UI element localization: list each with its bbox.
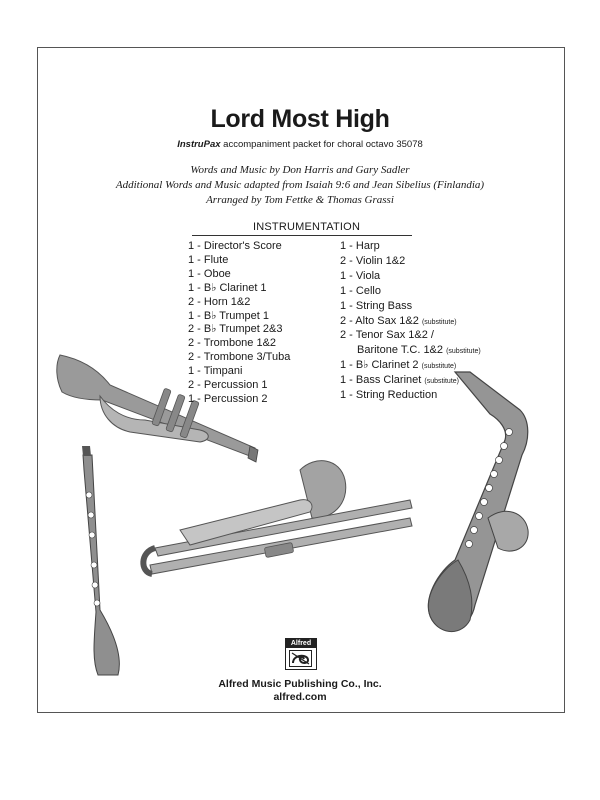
instrument-item: 1 - Bass Clarinet (substitute) xyxy=(340,374,459,387)
instrument-item: 1 - Flute xyxy=(188,253,229,266)
saxophone-icon xyxy=(428,372,528,632)
publisher-name: Alfred Music Publishing Co., Inc. xyxy=(218,678,382,690)
instrument-item: 1 - B♭ Clarinet 2 (substitute) xyxy=(340,359,457,372)
instrument-list-right xyxy=(340,240,481,404)
instrument-item: 2 - Percussion 1 xyxy=(188,379,268,392)
logo-label: Alfred xyxy=(286,639,316,648)
subtitle-text: accompaniment packet for choral octavo 35078 xyxy=(220,139,423,150)
instrument-item: 1 - B♭ Clarinet 1 xyxy=(188,281,267,294)
heading-divider xyxy=(192,235,412,236)
instrument-item: 1 - Percussion 2 xyxy=(188,392,268,405)
instrument-item: 1 - Oboe xyxy=(188,267,231,280)
instrument-item: 2 - Trombone 1&2 xyxy=(188,337,277,350)
instrument-item: 2 - Trombone 3/Tuba xyxy=(188,351,291,364)
alfred-logo-icon xyxy=(285,638,317,670)
instrument-item: 2 - B♭ Trumpet 2&3 xyxy=(188,323,283,336)
instrument-list-left xyxy=(188,240,290,407)
instrument-item: 2 - Horn 1&2 xyxy=(188,295,251,308)
instrument-item: 1 - Cello xyxy=(340,284,381,297)
instrumentation-heading: INSTRUMENTATION xyxy=(253,221,361,233)
publisher-url: alfred.com xyxy=(273,691,327,703)
credits xyxy=(0,163,600,208)
subtitle xyxy=(0,139,600,150)
credit-line: Additional Words and Music adapted from Isaiah 9:6 and Jean Sibelius (Finlandia) xyxy=(115,179,485,191)
instrument-item: 1 - Viola xyxy=(340,269,381,282)
subtitle-brand: InstruPax xyxy=(177,139,221,150)
page-title: Lord Most High xyxy=(210,105,390,133)
instrument-item: 2 - Tenor Sax 1&2 / xyxy=(340,329,434,342)
publisher-info xyxy=(0,678,600,704)
trombone-icon xyxy=(143,461,412,574)
instrument-item: 1 - Timpani xyxy=(188,365,243,378)
instrument-item: 1 - Director's Score xyxy=(188,240,282,252)
instrument-item: Baritone T.C. 1&2 (substitute) xyxy=(357,344,481,357)
instrument-item: 2 - Violin 1&2 xyxy=(340,254,406,267)
instrument-item: 1 - String Bass xyxy=(340,299,413,312)
instrument-item: 2 - Alto Sax 1&2 (substitute) xyxy=(340,314,457,327)
credit-line: Arranged by Tom Fettke & Thomas Grassi xyxy=(206,194,394,206)
credit-line: Words and Music by Don Harris and Gary Sadler xyxy=(190,164,410,176)
logo-emblem-icon xyxy=(289,650,312,667)
clarinet-icon xyxy=(82,446,119,675)
instrument-item: 1 - String Reduction xyxy=(340,389,438,402)
instrument-item: 1 - Harp xyxy=(340,240,380,252)
instrument-item: 1 - B♭ Trumpet 1 xyxy=(188,309,269,322)
